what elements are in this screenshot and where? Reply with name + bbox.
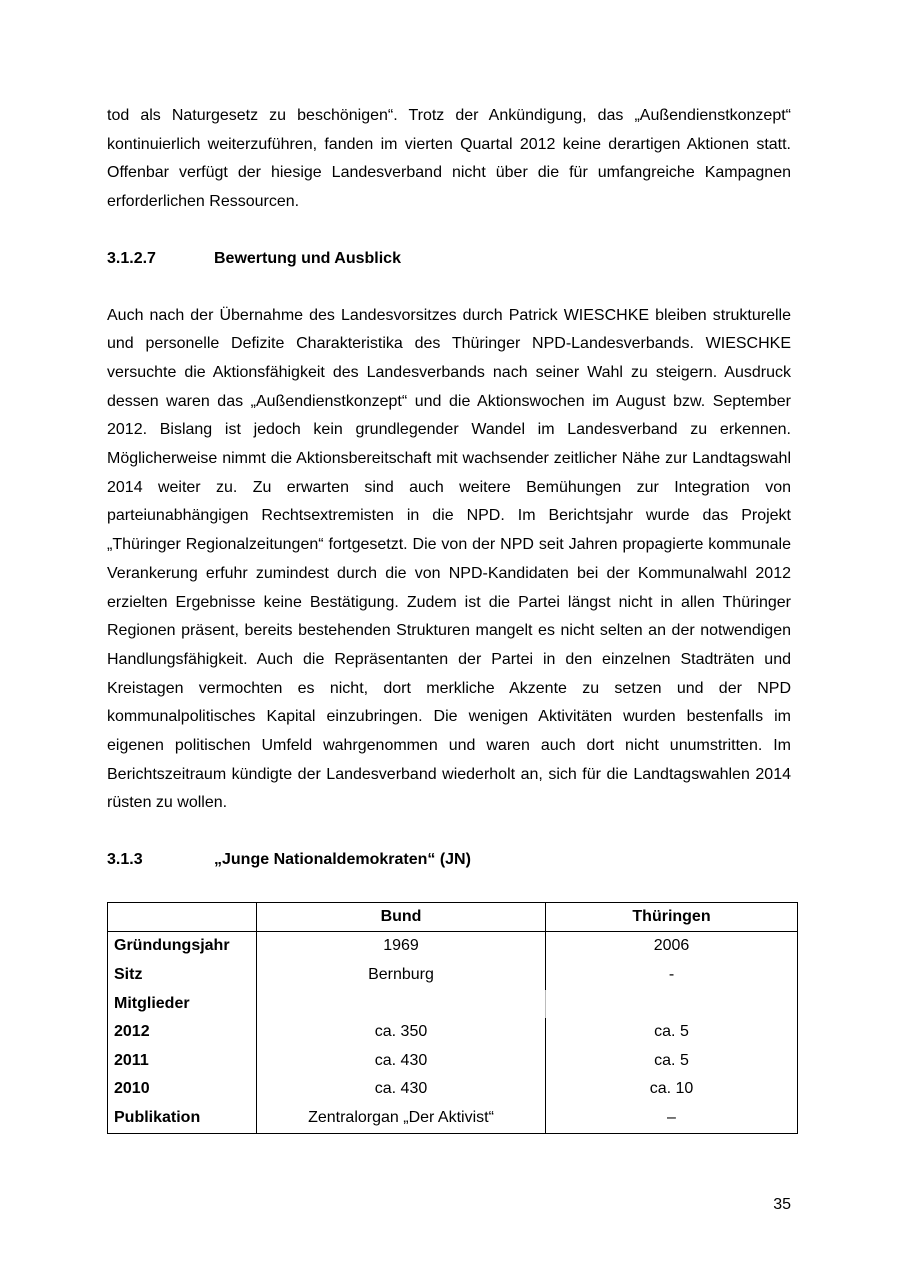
bund-value: Bernburg <box>257 961 546 990</box>
thueringen-value: ca. 5 <box>546 1018 798 1047</box>
section-title: Bewertung und Ausblick <box>214 249 401 267</box>
document-page <box>107 102 791 1134</box>
row-label: 2011 <box>108 1047 257 1076</box>
bund-value: 1969 <box>257 932 546 961</box>
bund-value: Zentralorgan „Der Aktivist“ <box>257 1104 546 1133</box>
thueringen-value: - <box>546 961 798 990</box>
table-row <box>108 1075 798 1104</box>
table-row <box>108 932 798 961</box>
bund-value: ca. 430 <box>257 1075 546 1104</box>
section-heading-3-1-2-7 <box>107 245 791 274</box>
section-number: 3.1.2.7 <box>107 249 156 267</box>
thueringen-value: ca. 5 <box>546 1047 798 1076</box>
row-label: 2010 <box>108 1075 257 1104</box>
table-row <box>108 1104 798 1133</box>
table-header-cell <box>108 902 257 932</box>
bund-value: ca. 430 <box>257 1047 546 1076</box>
bund-value: ca. 350 <box>257 1018 546 1047</box>
row-label: Gründungsjahr <box>108 932 257 961</box>
assessment-paragraph: Auch nach der Übernahme des Landesvorsitzes durch Patrick WIESCHKE bleiben strukturelle und personelle Defizite Charakteristika des Thüringer NPD-Landesverbands. WIESCHKE versuchte die Aktionsfähigkeit des Landesverbands nach seiner Wahl zu steigern. Ausdruck dessen waren das „Außendienstkonzept“ und die Aktionswochen im August bzw. September 2012. Bislang ist jedoch kein grundlegender Wandel im Landesverband zu erkennen. Möglicherweise nimmt die Aktionsbereitschaft mit wachsender zeitlicher Nähe zur Landtagswahl 2014 weiter zu. Zu erwarten sind auch weitere Bemühungen zur Integration von parteiunabhängigen Rechtsextremisten in die NPD. Im Berichtsjahr wurde das Projekt „Thüringer Regionalzeitungen“ fortgesetzt. Die von der NPD seit Jahren propagierte kommunale Verankerung erfuhr zumindest durch die von NPD-Kandidaten bei der Kommunalwahl 2012 erzielten Ergebnisse keine Bestätigung. Zudem ist die Partei längst nicht in allen Thüringer Regionen präsent, bereits bestehenden Strukturen mangelt es nicht selten an der notwendigen Handlungsfähigkeit. Auch die Repräsentanten der Partei in den einzelnen Stadträten und Kreistagen vermochten es nicht, dort merkliche Akzente zu setzen und der NPD kommunalpolitisches Kapital einzubringen. Die wenigen Aktivitäten wurden bestenfalls im eigenen politischen Umfeld wahrgenommen und waren auch dort nicht unumstritten. Im Berichtszeitraum kündigte der Landesverband wiederholt an, sich für die Landtagswahlen 2014 rüsten zu wollen. <box>107 306 791 812</box>
thueringen-value <box>546 990 798 1019</box>
thueringen-value: – <box>546 1104 798 1133</box>
section-heading-3-1-3 <box>107 846 791 875</box>
jn-facts-table <box>107 902 798 1134</box>
page-number: 35 <box>773 1196 791 1213</box>
table-row <box>108 961 798 990</box>
table-row <box>108 1018 798 1047</box>
thueringen-value: 2006 <box>546 932 798 961</box>
bund-value <box>257 990 546 1019</box>
row-label: Publikation <box>108 1104 257 1133</box>
table-row <box>108 1047 798 1076</box>
intro-paragraph: tod als Naturgesetz zu beschönigen“. Trotz der Ankündigung, das „Außendienstkonzept“ kontinuierlich weiterzuführen, fanden im vierten Quartal 2012 keine derartigen Aktionen statt. Offenbar verfügt der hiesige Landesverband nicht über die für umfangreiche Kampagnen erforderlichen Ressourcen. <box>107 107 791 211</box>
row-label: Sitz <box>108 961 257 990</box>
section-number: 3.1.3 <box>107 851 143 869</box>
row-label: 2012 <box>108 1018 257 1047</box>
table-header-cell: Bund <box>257 902 546 932</box>
section-title: „Junge Nationaldemokraten“ (JN) <box>214 851 471 869</box>
thueringen-value: ca. 10 <box>546 1075 798 1104</box>
table-row <box>108 990 798 1019</box>
row-label: Mitglieder <box>108 990 257 1019</box>
table-header-row <box>108 902 798 932</box>
table-header-cell: Thüringen <box>546 902 798 932</box>
